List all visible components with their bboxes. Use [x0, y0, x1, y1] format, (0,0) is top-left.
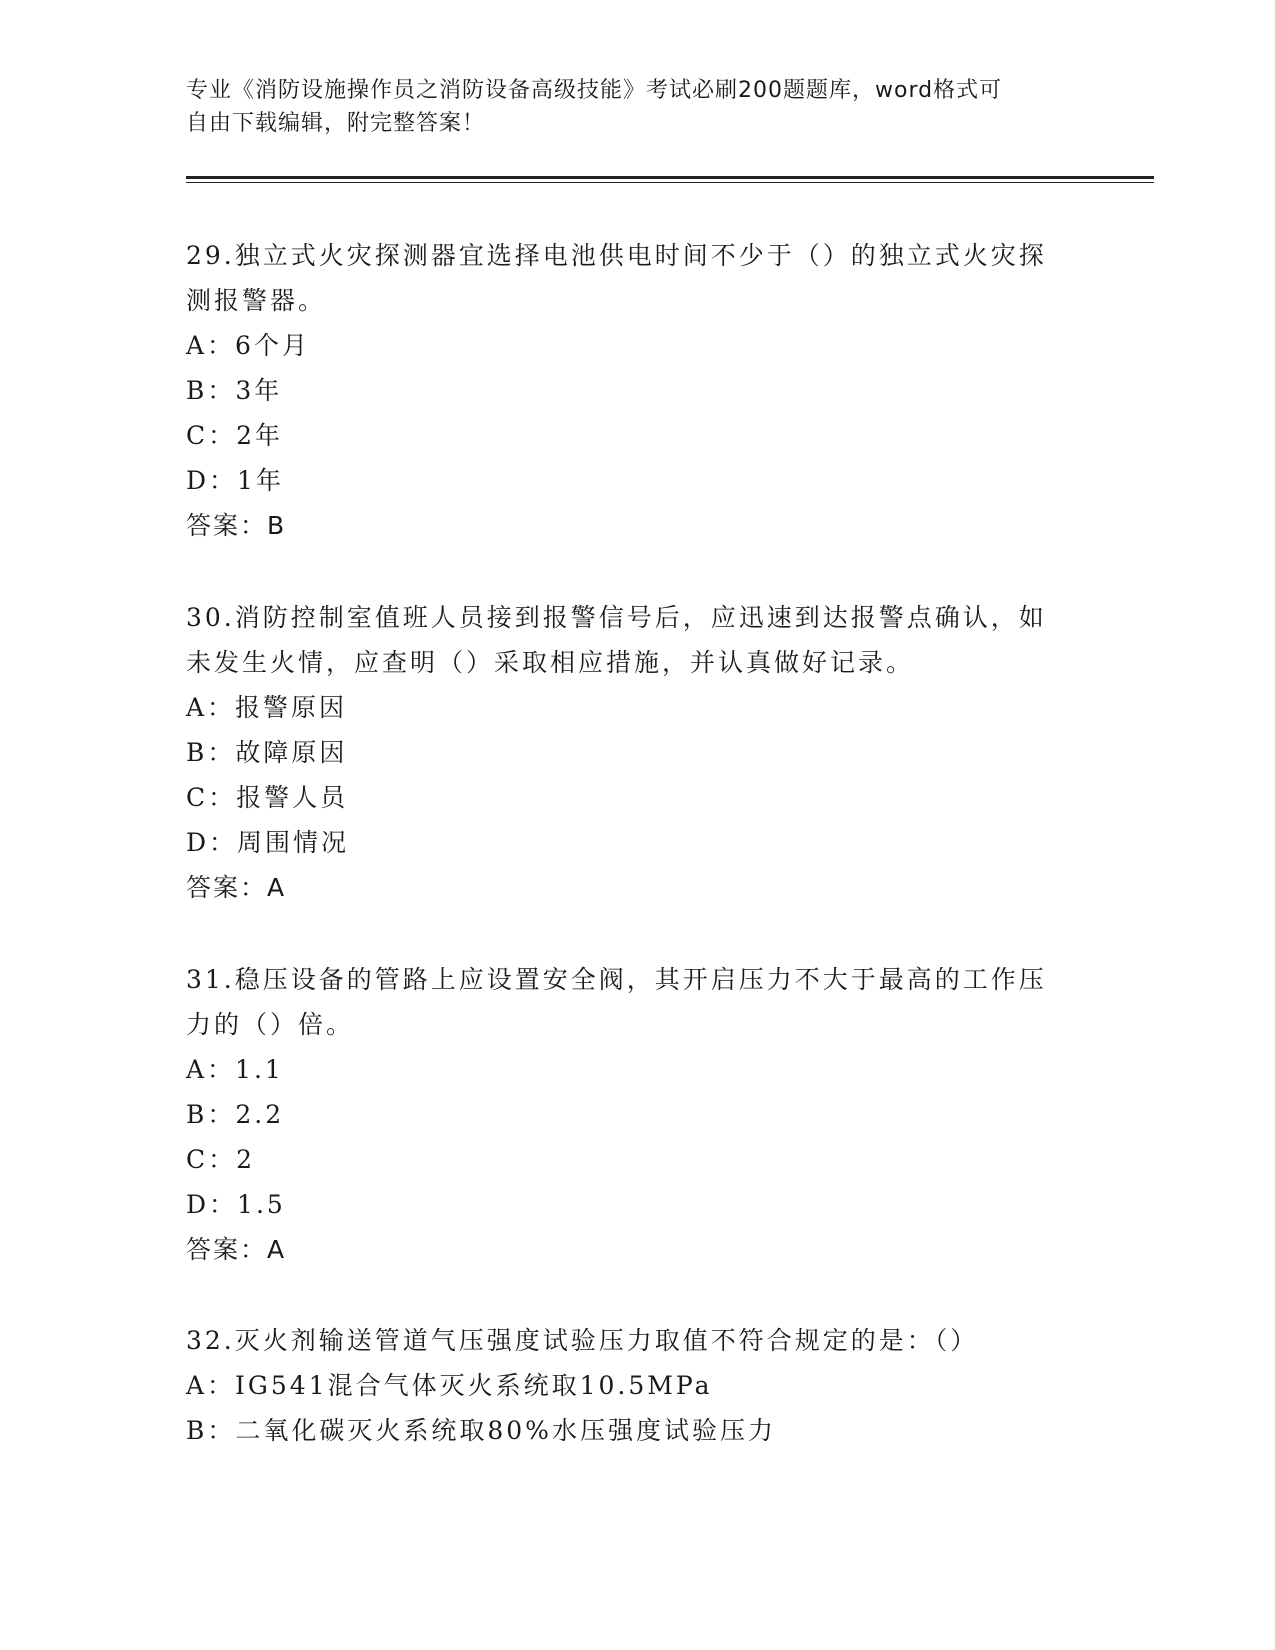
- question-stem-line-1: 29.独立式火灾探测器宜选择电池供电时间不少于（）的独立式火灾探: [186, 241, 1047, 270]
- answer: 答案：A: [186, 1235, 287, 1264]
- header-divider-thin: [186, 182, 1154, 183]
- question-stem-line-1: 31.稳压设备的管路上应设置安全阀，其开启压力不大于最高的工作压: [186, 965, 1047, 994]
- document-header: [186, 74, 1066, 140]
- option-b: B：二氧化碳灭火系统取80%水压强度试验压力: [186, 1416, 776, 1445]
- answer: 答案：B: [186, 511, 287, 540]
- question-31: [186, 957, 1086, 1272]
- question-stem-line-1: 30.消防控制室值班人员接到报警信号后，应迅速到达报警点确认，如: [186, 603, 1047, 632]
- option-b: B：2.2: [186, 1100, 285, 1129]
- option-d: D：周围情况: [186, 828, 350, 857]
- option-b: B：3年: [186, 376, 283, 405]
- question-29: [186, 233, 1086, 548]
- option-c: C：2: [186, 1145, 256, 1174]
- option-a: A：6个月: [186, 331, 310, 360]
- question-32: [186, 1318, 1086, 1453]
- option-a: A：1.1: [186, 1055, 284, 1084]
- option-d: D：1.5: [186, 1190, 286, 1219]
- question-stem-line-1: 32.灭火剂输送管道气压强度试验压力取值不符合规定的是：（）: [186, 1326, 979, 1355]
- option-d: D：1年: [186, 466, 284, 495]
- question-stem-line-2: 未发生火情，应查明（）采取相应措施，并认真做好记录。: [186, 648, 915, 677]
- header-line-2: 自由下载编辑，附完整答案！: [186, 111, 486, 136]
- option-b: B：故障原因: [186, 738, 348, 767]
- question-30: [186, 595, 1086, 910]
- answer: 答案：A: [186, 873, 287, 902]
- option-a: A：IG541混合气体灭火系统取10.5MPa: [186, 1371, 713, 1400]
- option-c: C：报警人员: [186, 783, 349, 812]
- question-stem-line-2: 力的（）倍。: [186, 1010, 355, 1039]
- header-line-1: 专业《消防设施操作员之消防设备高级技能》考试必刷200题题库，word格式可: [186, 78, 1003, 103]
- question-stem-line-2: 测报警器。: [186, 286, 327, 315]
- header-divider-thick: [186, 176, 1154, 179]
- option-c: C：2年: [186, 421, 284, 450]
- option-a: A：报警原因: [186, 693, 348, 722]
